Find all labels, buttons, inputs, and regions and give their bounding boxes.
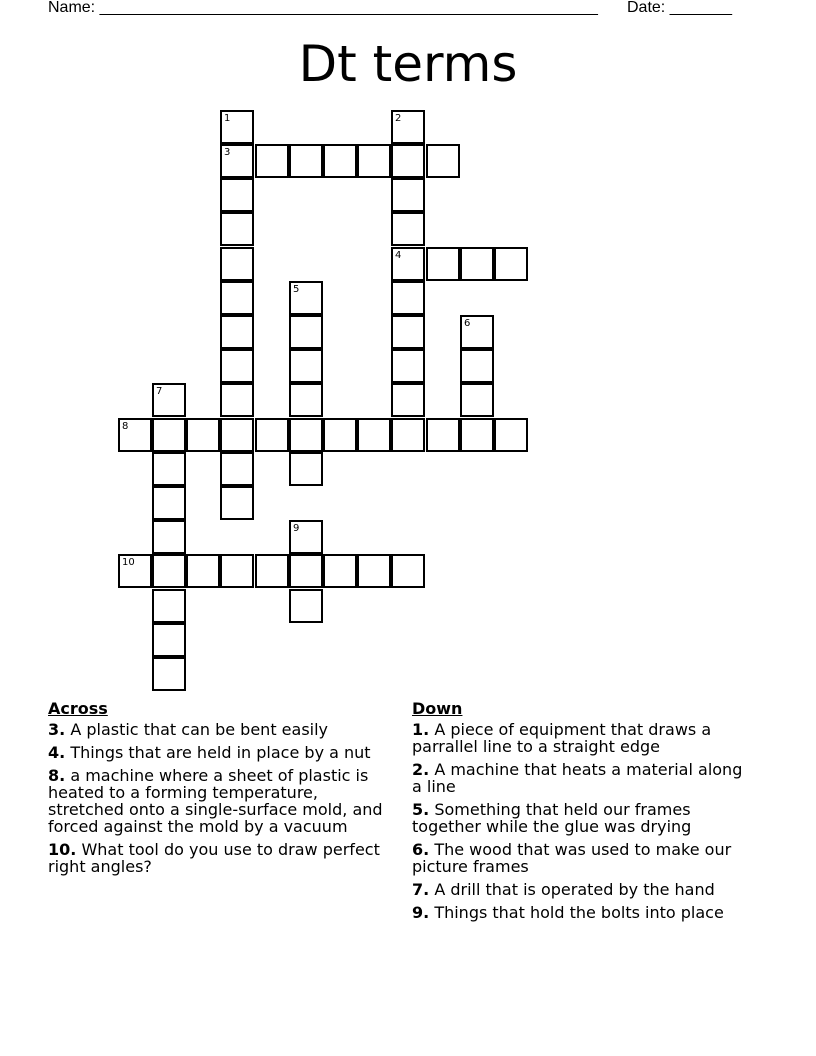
grid-cell[interactable]	[289, 520, 323, 554]
clue-number: 8.	[48, 766, 66, 785]
across-clue	[48, 721, 388, 738]
grid-cell[interactable]	[391, 144, 425, 178]
clue-text: Things that hold the bolts into place	[434, 903, 724, 922]
grid-cell[interactable]	[289, 144, 323, 178]
grid-cell[interactable]	[460, 383, 494, 417]
grid-cell[interactable]	[323, 144, 357, 178]
clue-number: 9.	[412, 903, 430, 922]
clue-number: 1.	[412, 720, 430, 739]
clue-number-label: 7	[156, 386, 163, 397]
across-clue	[48, 744, 388, 761]
grid-cell[interactable]	[255, 554, 289, 588]
grid-cell[interactable]	[152, 486, 186, 520]
date-field-label: Date: _______	[627, 0, 732, 16]
grid-cell[interactable]	[323, 418, 357, 452]
clue-number: 10.	[48, 840, 77, 859]
down-clue	[412, 841, 752, 875]
grid-cell[interactable]	[220, 110, 254, 144]
down-heading: Down	[412, 699, 463, 718]
grid-cell[interactable]	[323, 554, 357, 588]
clue-text: A machine that heats a material along a line	[412, 760, 743, 796]
grid-cell[interactable]	[220, 281, 254, 315]
grid-cell[interactable]	[357, 418, 391, 452]
grid-cell[interactable]	[460, 247, 494, 281]
grid-cell[interactable]	[220, 486, 254, 520]
grid-cell[interactable]	[494, 418, 528, 452]
grid-cell[interactable]	[289, 349, 323, 383]
grid-cell[interactable]	[255, 418, 289, 452]
grid-cell[interactable]	[118, 554, 152, 588]
grid-cell[interactable]	[289, 383, 323, 417]
page-title: Dt terms	[298, 35, 518, 93]
grid-cell[interactable]	[152, 520, 186, 554]
grid-cell[interactable]	[357, 144, 391, 178]
clue-number: 6.	[412, 840, 430, 859]
grid-cell[interactable]	[220, 315, 254, 349]
down-clues	[412, 700, 752, 927]
clue-number: 7.	[412, 880, 430, 899]
down-clue	[412, 801, 752, 835]
clue-text: A drill that is operated by the hand	[434, 880, 715, 899]
clue-text: Something that held our frames together while the glue was drying	[412, 800, 692, 836]
name-field-label: Name: ________________________________________________________	[48, 0, 598, 16]
grid-cell[interactable]	[289, 315, 323, 349]
across-clue	[48, 767, 388, 835]
clue-number-label: 10	[122, 557, 135, 568]
clue-number-label: 5	[293, 284, 300, 295]
grid-cell[interactable]	[220, 247, 254, 281]
grid-cell[interactable]	[391, 383, 425, 417]
clue-number: 3.	[48, 720, 66, 739]
grid-cell[interactable]	[152, 452, 186, 486]
grid-cell[interactable]	[391, 349, 425, 383]
grid-cell[interactable]	[118, 418, 152, 452]
grid-cell[interactable]	[220, 554, 254, 588]
grid-cell[interactable]	[391, 418, 425, 452]
grid-cell[interactable]	[152, 554, 186, 588]
grid-cell[interactable]	[152, 657, 186, 691]
grid-cell[interactable]	[289, 554, 323, 588]
clue-text: A piece of equipment that draws a parrallel line to a straight edge	[412, 720, 712, 756]
down-clue	[412, 904, 752, 921]
grid-cell[interactable]	[152, 589, 186, 623]
clue-text: The wood that was used to make our picture frames	[412, 840, 732, 876]
grid-cell[interactable]	[220, 418, 254, 452]
across-clue	[48, 841, 388, 875]
down-clue	[412, 761, 752, 795]
grid-cell[interactable]	[426, 247, 460, 281]
across-heading: Across	[48, 699, 108, 718]
grid-cell[interactable]	[289, 589, 323, 623]
clue-number-label: 6	[464, 318, 471, 329]
clue-number: 5.	[412, 800, 430, 819]
grid-cell[interactable]	[460, 349, 494, 383]
clue-text: Things that are held in place by a nut	[70, 743, 371, 762]
grid-cell[interactable]	[289, 452, 323, 486]
down-clue	[412, 721, 752, 755]
down-clue	[412, 881, 752, 898]
grid-cell[interactable]	[289, 418, 323, 452]
grid-cell[interactable]	[391, 315, 425, 349]
clue-number-label: 1	[224, 113, 231, 124]
clue-number-label: 4	[395, 250, 402, 261]
grid-cell[interactable]	[391, 110, 425, 144]
grid-cell[interactable]	[391, 281, 425, 315]
grid-cell[interactable]	[391, 178, 425, 212]
grid-cell[interactable]	[220, 212, 254, 246]
clue-number: 4.	[48, 743, 66, 762]
grid-cell[interactable]	[152, 418, 186, 452]
clue-number-label: 9	[293, 523, 300, 534]
grid-cell[interactable]	[186, 418, 220, 452]
clue-number-label: 8	[122, 421, 129, 432]
across-clues	[48, 700, 388, 881]
grid-cell[interactable]	[426, 144, 460, 178]
grid-cell[interactable]	[460, 315, 494, 349]
clue-text: a machine where a sheet of plastic is heated to a forming temperature, stretched onto a single-surface mold, and forced against the mold by a vacuum	[48, 766, 383, 836]
grid-cell[interactable]	[255, 144, 289, 178]
clue-number: 2.	[412, 760, 430, 779]
grid-cell[interactable]	[220, 178, 254, 212]
grid-cell[interactable]	[220, 144, 254, 178]
grid-cell[interactable]	[220, 452, 254, 486]
grid-cell[interactable]	[289, 281, 323, 315]
grid-cell[interactable]	[152, 623, 186, 657]
grid-cell[interactable]	[220, 383, 254, 417]
grid-cell[interactable]	[186, 554, 220, 588]
grid-cell[interactable]	[220, 349, 254, 383]
clue-number-label: 3	[224, 147, 231, 158]
grid-cell[interactable]	[426, 418, 460, 452]
clue-text: A plastic that can be bent easily	[70, 720, 329, 739]
clue-text: What tool do you use to draw perfect right angles?	[48, 840, 380, 876]
grid-cell[interactable]	[391, 554, 425, 588]
grid-cell[interactable]	[391, 247, 425, 281]
grid-cell[interactable]	[494, 247, 528, 281]
clue-number-label: 2	[395, 113, 402, 124]
grid-cell[interactable]	[391, 212, 425, 246]
grid-cell[interactable]	[357, 554, 391, 588]
grid-cell[interactable]	[152, 383, 186, 417]
grid-cell[interactable]	[460, 418, 494, 452]
